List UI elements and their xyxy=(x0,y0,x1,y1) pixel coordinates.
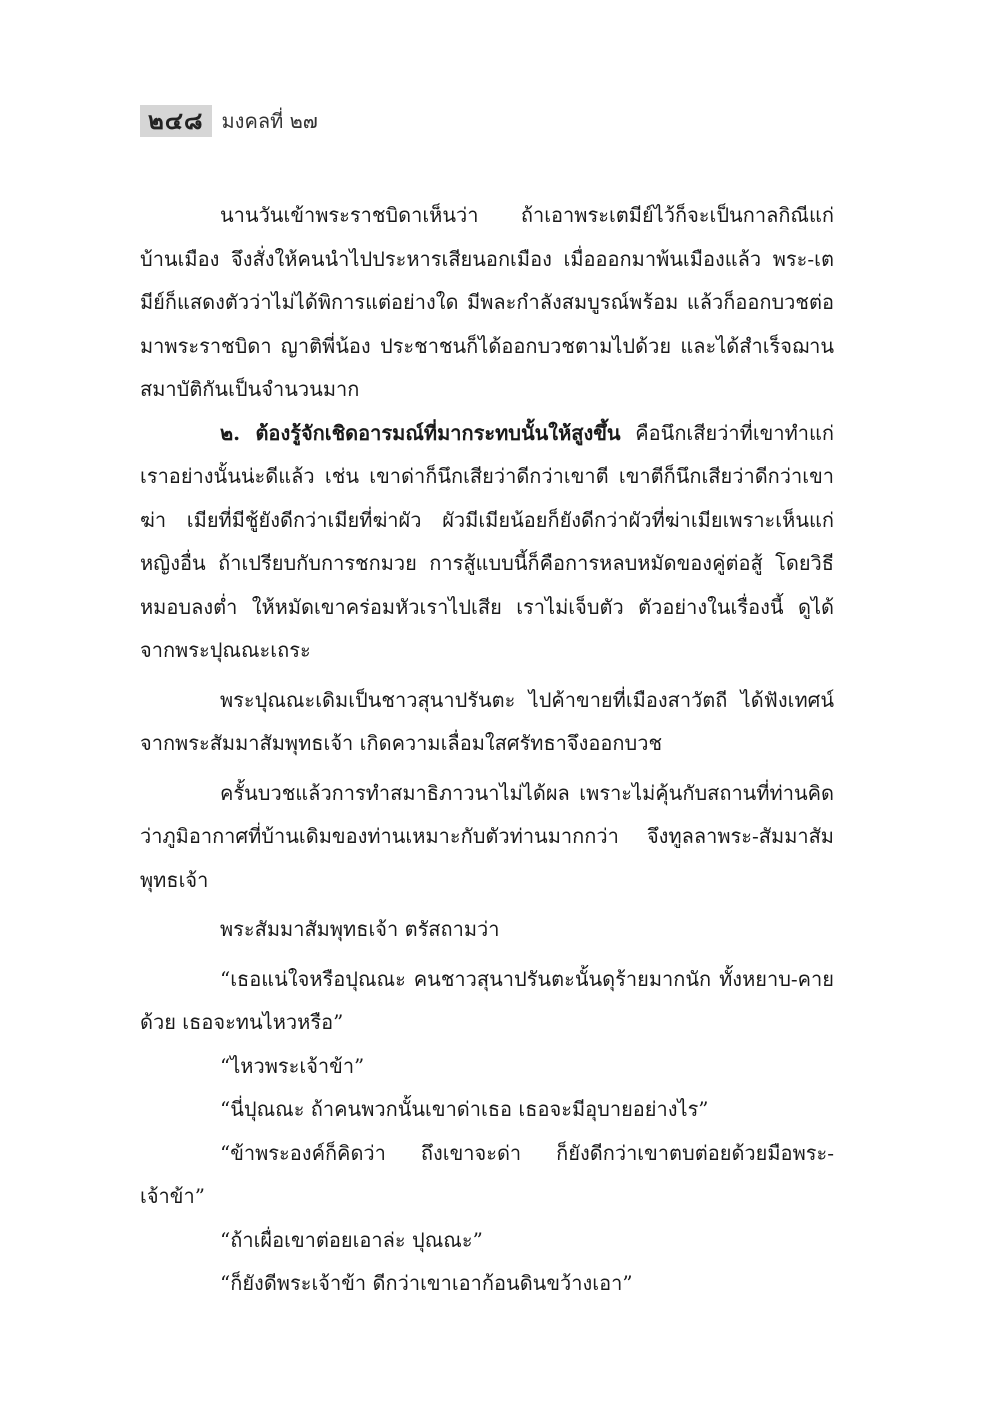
chapter-title: มงคลที่ ๒๗ xyxy=(221,109,318,133)
page-header xyxy=(140,104,318,138)
section-heading: ๒. ต้องรู้จักเชิดอารมณ์ที่มากระทบนั้นให้สูงขึ้น xyxy=(220,420,621,445)
dialogue-6: “ก็ยังดีพระเจ้าข้า ดีกว่าเขาเอาก้อนดินขว้างเอา” xyxy=(220,1271,633,1295)
paragraph-2-text: คือนึกเสียว่าที่เขาทำแก่เราอย่างนั้นน่ะดีแล้ว เช่น เขาด่าก็นึกเสียว่าดีกว่าเขาตี เขาตีก็นึกเสียว่าดีกว่าเขาฆ่า เมียที่มีชู้ยังดีกว่าเมียที่ฆ่าผัว ผัวมีเมียน้อยก็ยังดีกว่าผัวที่ฆ่าเมียเพราะเห็นแก่หญิงอื่น ถ้าเปรียบกับการชกมวย การสู้แบบนี้ก็คือการหลบหมัดของคู่ต่อสู้ โดยวิธีหมอบลงต่ำ ให้หมัดเขาคร่อมหัวเราไปเสีย เราไม่เจ็บตัว ตัวอย่างในเรื่องนี้ ดูได้จากพระปุณณะเถระ xyxy=(140,420,834,662)
dialogue-4: “ข้าพระองค์ก็คิดว่า ถึงเขาจะด่า ก็ยังดีกว่าเขาตบต่อยด้วยมือพระ-เจ้าข้า” xyxy=(140,1140,834,1208)
paragraph-1: นานวันเข้าพระราชบิดาเห็นว่า ถ้าเอาพระเตมีย์ไว้ก็จะเป็นกาลกิณีแก่บ้านเมือง จึงสั่งให้คนนำไปประหารเสียนอกเมือง เมื่อออกมาพ้นเมืองแล้ว พระ-เตมีย์ก็แสดงตัวว่าไม่ได้พิการแต่อย่างใด มีพละกำลังสมบูรณ์พร้อม แล้วก็ออกบวชต่อมาพระราชบิดา ญาติพี่น้อง ประชาชนก็ได้ออกบวชตามไปด้วย และได้สำเร็จฌานสมาบัติกันเป็นจำนวนมาก xyxy=(140,203,834,401)
page-number: ๒๔๘ xyxy=(140,105,212,137)
dialogue-2: “ไหวพระเจ้าข้า” xyxy=(220,1053,365,1078)
body-text xyxy=(140,194,834,1306)
paragraph-3: พระปุณณะเดิมเป็นชาวสุนาปรันตะ ไปค้าขายที่เมืองสาวัตถี ได้ฟังเทศน์จากพระสัมมาสัมพุทธเจ้า เกิดความเลื่อมใสศรัทธาจึงออกบวช xyxy=(140,687,834,755)
dialogue-5: “ถ้าเผื่อเขาต่อยเอาล่ะ ปุณณะ” xyxy=(220,1227,483,1252)
paragraph-2 xyxy=(140,412,834,673)
paragraph-5: พระสัมมาสัมพุทธเจ้า ตรัสถามว่า xyxy=(220,917,500,941)
dialogue-3: “นี่ปุณณะ ถ้าคนพวกนั้นเขาด่าเธอ เธอจะมีอุบายอย่างไร” xyxy=(220,1097,709,1121)
paragraph-4: ครั้นบวชแล้วการทำสมาธิภาวนาไม่ได้ผล เพราะไม่คุ้นกับสถานที่ท่านคิดว่าภูมิอากาศที่บ้านเดิมของท่านเหมาะกับตัวท่านมากกว่า จึงทูลลาพระ-สัมมาสัมพุทธเจ้า xyxy=(140,780,834,892)
dialogue-1: “เธอแน่ใจหรือปุณณะ คนชาวสุนาปรันตะนั้นดุร้ายมากนัก ทั้งหยาบ-คายด้วย เธอจะทนไหวหรือ” xyxy=(140,966,834,1034)
